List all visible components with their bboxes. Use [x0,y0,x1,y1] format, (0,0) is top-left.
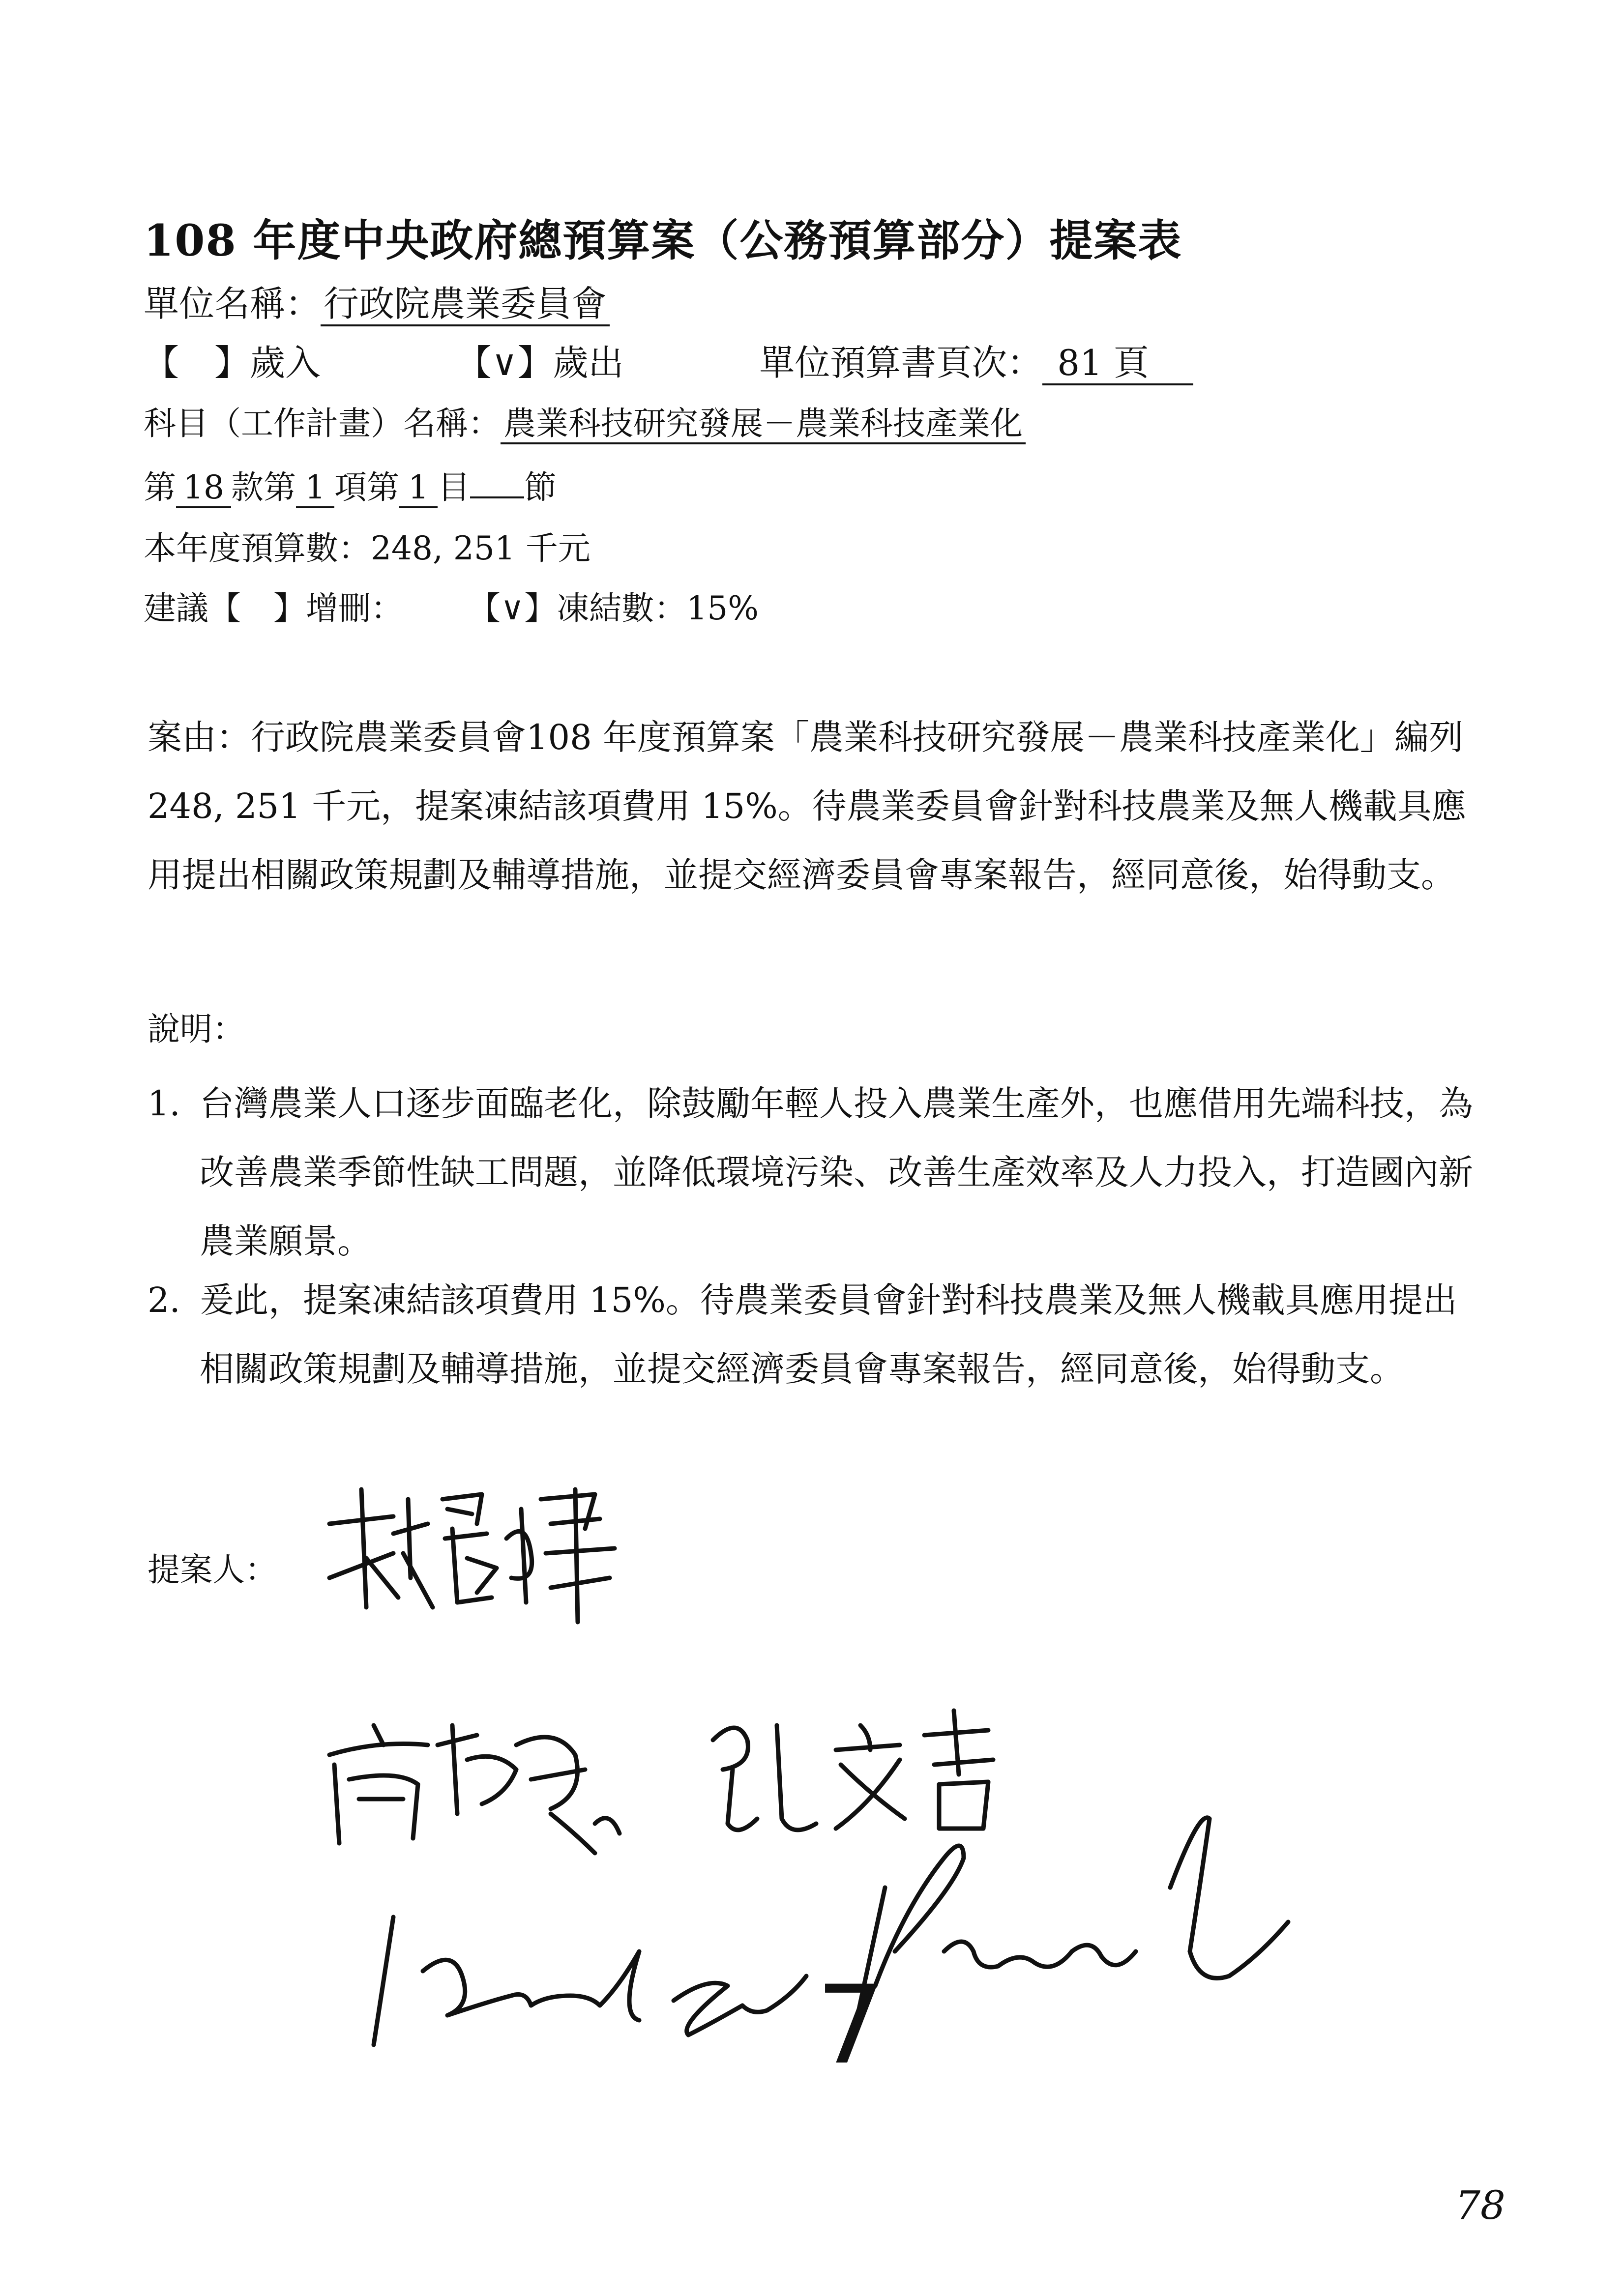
expense-checkbox: 【∨】歲出 [456,342,624,383]
suggest-freeze: 【∨】凍結數：15% [468,589,759,627]
explain-label: 說明： [148,1010,245,1048]
item-number: 2. [148,1280,180,1320]
handwritten-number: 7 [816,1962,885,2088]
subject-label: 科目（工作計畫）名稱： [144,405,501,442]
page-label: 單位預算書頁次： [759,342,1043,383]
section-row [144,461,557,508]
budget-row: 本年度預算數：248, 251 千元 [144,529,591,567]
section-text: 款第 [231,468,296,506]
reason-paragraph: 案由：行政院農業委員會108 年度預算案「農業科技研究發展－農業科技產業化」編列 248, 251 千元，提案凍結該項費用 15%。待農業委員會針對科技農業及無人機載具應用提出相關政策規劃及輔導措施，並提交經濟委員會專案報告，經同意後，始得動支。 [148,717,1466,895]
signature-1 [320,1480,639,1627]
subject-row [144,397,1026,444]
list-item [148,1266,1485,1472]
income-checkbox: 【 】歲入 [144,342,321,383]
suggest-prefix: 建議 [144,589,208,627]
kuan-value: 18 [176,468,231,508]
type-row [144,334,1193,385]
page-number: 78 [1455,2182,1506,2228]
mu-value: 1 [399,468,438,508]
page-title: 108 年度中央政府總預算案（公務預算部分）提案表 [144,215,1182,266]
page-value: 81 頁 [1042,342,1193,385]
suggest-row [144,582,759,629]
section-text: 目 [437,468,470,506]
suggest-add: 【 】增刪： [208,589,403,627]
unit-value: 行政院農業委員會 [321,283,610,326]
subject-value: 農業科技研究發展－農業科技產業化 [501,405,1026,444]
section-text: 節 [524,468,557,506]
list-item [148,1069,1485,1276]
xiang-value: 1 [296,468,334,508]
section-text: 項第 [334,468,399,506]
item-text: 台灣農業人口逐步面臨老化，除鼓勵年輕人投入農業生產外，也應借用先端科技，為改善農業季節性缺工問題，並降低環境污染、改善生產效率及人力投入，打造國內新農業願景。 [200,1083,1473,1261]
section-text: 第 [144,468,176,506]
unit-label: 單位名稱： [144,283,321,324]
unit-row [144,275,610,326]
item-number: 1. [148,1083,180,1124]
jie-value [470,467,524,498]
proposer-label: 提案人： [148,1551,277,1589]
item-text: 爰此，提案凍結該項費用 15%。待農業委員會針對科技農業及無人機載具應用提出相關政策規劃及輔導措施，並提交經濟委員會專案報告，經同意後，始得動支。 [200,1280,1457,1389]
